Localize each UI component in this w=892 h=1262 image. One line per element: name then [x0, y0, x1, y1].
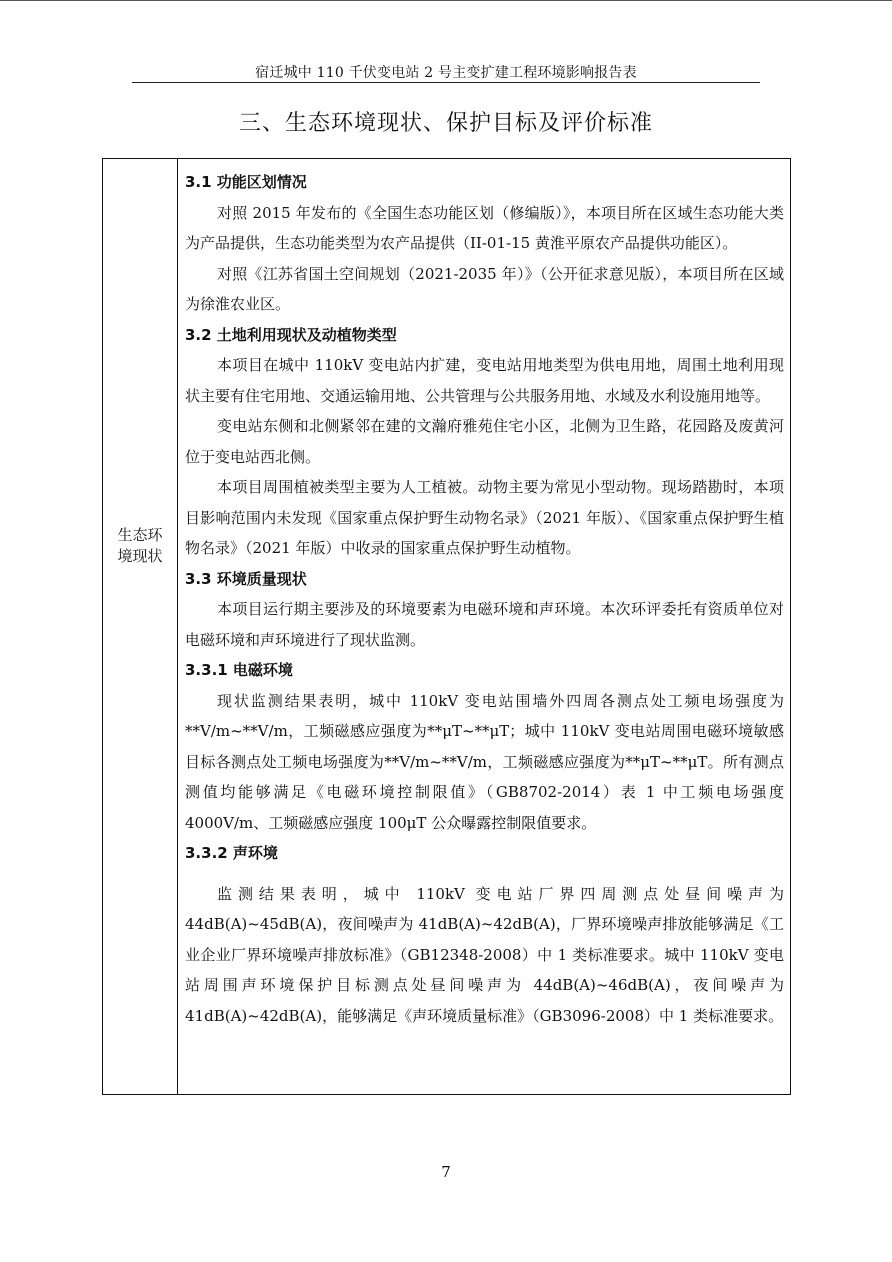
section-3-3-1-paragraph-1: 现状监测结果表明，城中 110kV 变电站围墙外四周各测点处工频电场强度为**V/m~**V/m，工频磁感应强度为**μT~**μT；城中 110kV 变电站周围电磁环境敏感目标各测点处工频电场强度为**V/m~**V/m，工频磁感应强度为**μT~**μT。所有测点测值均能够满足《电磁环境控制限值》（GB8702-2014）表 1 中工频电场强度 4000V/m、工频磁感应强度 100μT 公众曝露控制限值要求。	[185, 691, 784, 832]
column-divider	[177, 159, 178, 1094]
section-3-1-paragraph-2: 对照《江苏省国土空间规划（2021-2035 年）》（公开征求意见版），本项目所在区域为徐淮农业区。	[185, 264, 784, 313]
section-3-3-2-heading: 3.3.2 声环境	[185, 844, 278, 862]
running-header: 宿迁城中 110 千伏变电站 2 号主变扩建工程环境影响报告表	[255, 65, 637, 81]
page-number: 7	[441, 1163, 451, 1181]
content-table	[102, 158, 791, 1095]
section-3-2-paragraph-1: 本项目在城中 110kV 变电站内扩建，变电站用地类型为供电用地，周围土地利用现状主要有住宅用地、交通运输用地、公共管理与公共服务用地、水域及水利设施用地等。	[185, 356, 784, 405]
top-border-line	[0, 0, 892, 1]
section-3-3-heading: 3.3 环境质量现状	[185, 569, 307, 588]
spacer	[185, 869, 784, 879]
header-rule	[132, 82, 760, 83]
section-3-2-paragraph-3: 本项目周围植被类型主要为人工植被。动物主要为常见小型动物。现场踏勘时，本项目影响范围内未发现《国家重点保护野生动物名录》（2021 年版）、《国家重点保护野生植物名录》（2021 年版）中收录的国家重点保护野生动植物。	[185, 478, 784, 557]
section-3-2-heading: 3.2 土地利用现状及动植物类型	[185, 325, 397, 344]
page-title: 三、生态环境现状、保护目标及评价标准	[238, 111, 653, 136]
section-3-3-paragraph-1: 本项目运行期主要涉及的环境要素为电磁环境和声环境。本次环评委托有资质单位对电磁环境和声环境进行了现状监测。	[185, 600, 784, 649]
section-3-3-1-heading: 3.3.1 电磁环境	[185, 661, 293, 679]
section-3-1-paragraph-1: 对照 2015 年发布的《全国生态功能区划（修编版）》，本项目所在区域生态功能大类为产品提供，生态功能类型为农产品提供（II-01-15 黄淮平原农产品提供功能区）。	[185, 203, 784, 252]
row-label	[103, 525, 177, 567]
section-3-2-paragraph-2: 变电站东侧和北侧紧邻在建的文瀚府雅苑住宅小区，北侧为卫生路，花园路及废黄河位于变电站西北侧。	[185, 417, 784, 466]
section-3-3-2-paragraph-1: 监测结果表明，城中 110kV 变电站厂界四周测点处昼间噪声为 44dB(A)~45dB(A)，夜间噪声为 41dB(A)~42dB(A)，厂界环境噪声排放能够满足《工业企业厂界环境噪声排放标准》（GB12348-2008）中 1 类标准要求。城中 110kV 变电站周围声环境保护目标测点处昼间噪声为 44dB(A)~46dB(A)，夜间噪声为 41dB(A)~42dB(A)，能够满足《声环境质量标准》（GB3096-2008）中 1 类标准要求。	[185, 884, 784, 1025]
section-content	[185, 167, 784, 1031]
row-label-text: 生态环境现状	[117, 526, 163, 565]
section-3-1-heading: 3.1 功能区划情况	[185, 173, 307, 191]
